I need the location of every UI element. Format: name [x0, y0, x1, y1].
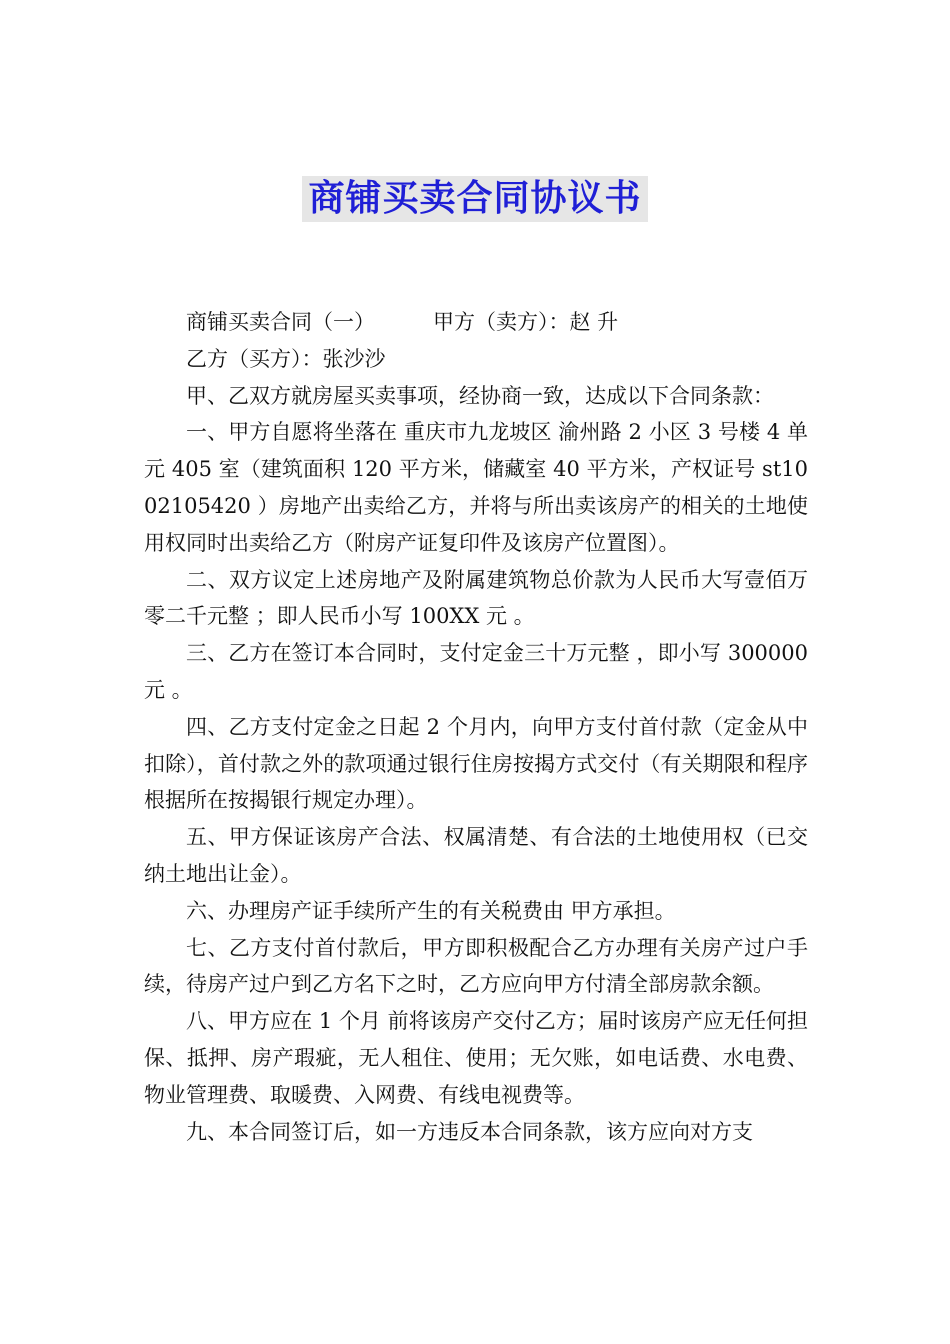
party-a: 甲方（卖方）：赵 升 — [433, 310, 619, 334]
title-container — [0, 176, 950, 222]
clause-6: 六、办理房产证手续所产生的有关税费由 甲方承担。 — [186, 898, 676, 923]
clause-9: 九、本合同签订后，如一方违反本合同条款，该方应向对方支 — [186, 1119, 753, 1144]
clause-8: 八、甲方应在 1 个月 前将该房产交付乙方；届时该房产应无任何担保、抵押、房产瑕疵，无人租住、使用；无欠账，如电话费、水电费、物业管理费、取暖费、入网费、有线电视费等。 — [144, 1009, 808, 1107]
document-title: 商铺买卖合同协议书 — [302, 176, 647, 222]
paragraph-intro: 甲、乙双方就房屋买卖事项，经协商一致，达成以下合同条款： — [186, 383, 774, 408]
header-line — [144, 304, 808, 341]
clause-4: 四、乙方支付定金之日起 2 个月内，向甲方支付首付款（定金从中扣除），首付款之外的款项通过银行住房按揭方式交付（有关期限和程序根据所在按揭银行规定办理）。 — [144, 714, 808, 813]
clause-5: 五、甲方保证该房产合法、权属清楚、有合法的土地使用权（已交纳土地出让金）。 — [144, 825, 808, 886]
clause-7: 七、乙方支付首付款后，甲方即积极配合乙方办理有关房产过户手续，待房产过户到乙方名下之时，乙方应向甲方付清全部房款余额。 — [144, 935, 808, 997]
document-body — [144, 304, 808, 1150]
contract-label: 商铺买卖合同（一） — [186, 310, 375, 334]
party-b: 乙方（买方）：张沙沙 — [186, 346, 386, 371]
clause-2: 二、双方议定上述房地产及附属建筑物总价款为人民币大写壹佰万零二千元整 ；即人民币小写 100XX 元 。 — [144, 567, 808, 629]
clause-1: 一、甲方自愿将坐落在 重庆市九龙坡区 渝州路 2 小区 3 号楼 4 单元 405 室（建筑面积 120 平方米，储藏室 40 平方米，产权证号 st1002105420 ）房地产出卖给乙方，并将与所出卖该房产的相关的土地使用权同时出卖给乙方（附房产证复印件及该房产位置图）。 — [144, 420, 808, 555]
clause-3: 三、乙方在签订本合同时，支付定金三十万元整 ，即小写 300000 元 。 — [144, 641, 808, 702]
